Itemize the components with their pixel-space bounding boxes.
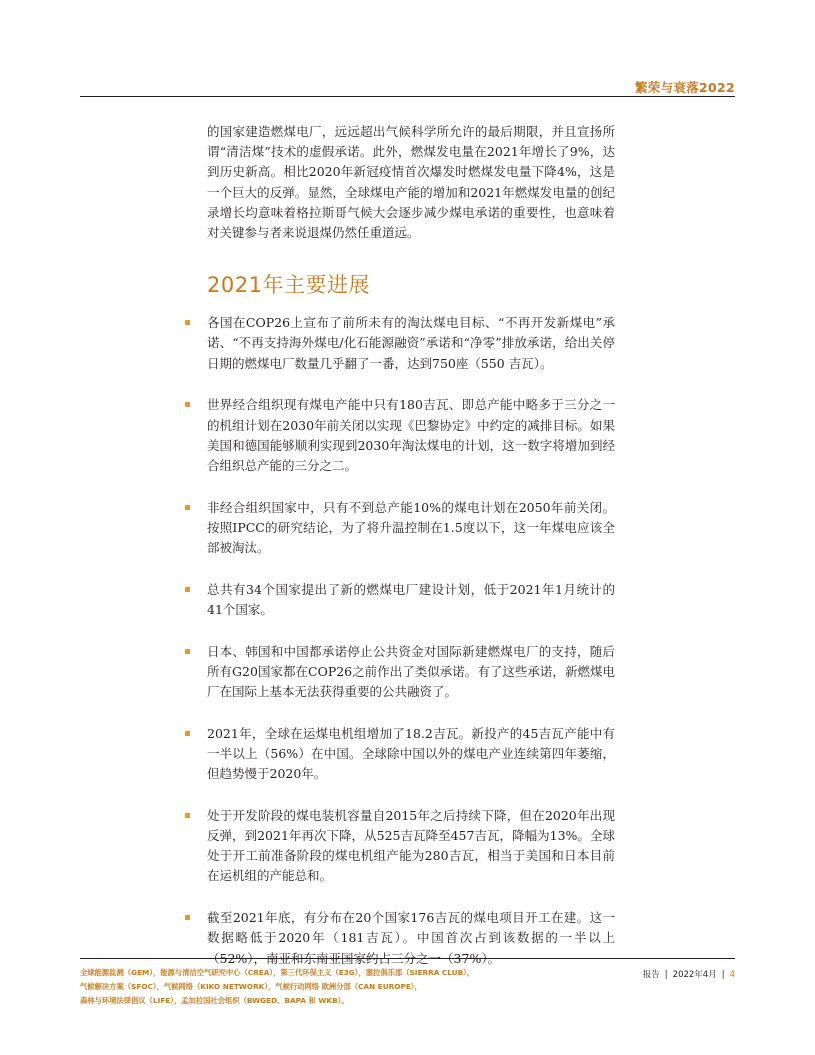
bullet-square-icon xyxy=(185,915,190,920)
list-item xyxy=(207,498,615,559)
list-item-text: 截至2021年底，有分布在20个国家176吉瓦的煤电项目开工在建。这一数据略低于2020年（181吉瓦）。中国首次占到该数据的一半以上（52%），南亚和东南亚国家约占三分之一（37%）。 xyxy=(207,910,615,966)
running-header-title: 繁荣与衰落2022 xyxy=(635,80,735,95)
report-date: 2022年4月 xyxy=(672,970,717,980)
footer-org-line: 森林与环境法律倡议（LIFE），孟加拉国社会组织（BWGED、BAPA 和 WKB）。 xyxy=(80,996,349,1006)
list-item-text: 日本、韩国和中国都承诺停止公共资金对国际新建燃煤电厂的支持，随后所有G20国家都在COP26之前作出了类似承诺。有了这些承诺，新燃煤电厂在国际上基本无法获得重要的公共融资了。 xyxy=(207,643,615,700)
list-item-text: 2021年，全球在运煤电机组增加了18.2吉瓦。新投产的45吉瓦产能中有一半以上（56%）在中国。全球除中国以外的煤电产业连续第四年萎缩，但趋势慢于2020年。 xyxy=(207,725,615,782)
report-label: 报告 xyxy=(642,970,660,980)
list-item xyxy=(207,580,615,620)
bullet-square-icon xyxy=(185,731,190,736)
section-heading: 2021年主要进展 xyxy=(207,273,370,298)
list-item xyxy=(207,806,615,887)
list-item-text: 处于开发阶段的煤电装机容量自2015年之后持续下降，但在2020年出现反弹，到2021年再次下降，从525吉瓦降至457吉瓦，降幅为13%。全球处于开工前准备阶段的煤电机组产能为280吉瓦，相当于美国和日本目前在运机组的产能总和。 xyxy=(207,807,615,884)
intro-paragraph: 的国家建造燃煤电厂，远远超出气候科学所允许的最后期限，并且宣扬所谓“清洁煤”技术的虚假承诺。此外，燃煤发电量在2021年增长了9%，达到历史新高。相比2020年新冠疫情首次爆发时燃煤发电量下降4%，这是一个巨大的反弹。显然，全球煤电产能的增加和2021年燃煤发电量的创纪录增长均意味着格拉斯哥气候大会逐步减少煤电承诺的重要性，也意味着对关键参与者来说退煤仍然任重道远。 xyxy=(207,124,615,241)
main-content xyxy=(207,122,615,990)
list-item-text: 世界经合组织现有煤电产能中只有180吉瓦、即总产能中略多于三分之一的机组计划在2030年前关闭以实现《巴黎协定》中约定的减排目标。如果美国和德国能够顺利实现到2030年淘汰煤电的计划，这一数字将增加到经合组织总产能的三分之二。 xyxy=(207,397,615,473)
list-item xyxy=(207,642,615,703)
header-divider xyxy=(80,96,735,97)
footer-report-info xyxy=(643,968,735,980)
separator: | xyxy=(721,970,725,980)
bullet-square-icon xyxy=(185,649,190,654)
footer-org-line: 气候解决方案（SFOC），气候网络（KIKO NETWORK），气候行动网络 欧洲分部（CAN EUROPE）， xyxy=(80,982,422,992)
footer-organizations xyxy=(80,966,600,1009)
list-item xyxy=(207,313,615,374)
list-item xyxy=(207,724,615,785)
key-developments-list xyxy=(207,313,615,969)
bullet-square-icon xyxy=(185,587,190,592)
list-item xyxy=(207,395,615,476)
bullet-square-icon xyxy=(185,813,190,818)
list-item xyxy=(207,908,615,969)
bullet-square-icon xyxy=(185,402,190,407)
list-item-text: 非经合组织国家中，只有不到总产能10%的煤电计划在2050年前关闭。按照IPCC的研究结论，为了将升温控制在1.5度以下，这一年煤电应该全部被淘汰。 xyxy=(207,499,615,556)
footer-divider xyxy=(80,958,735,959)
list-item-text: 各国在COP26上宣布了前所未有的淘汰煤电目标、“不再开发新煤电”承诺、“不再支持海外煤电/化石能源融资”承诺和“净零”排放承诺，给出关停日期的燃煤电厂数量几乎翻了一番，达到750座（550 吉瓦）。 xyxy=(207,315,615,371)
separator: | xyxy=(664,970,668,980)
bullet-square-icon xyxy=(185,505,190,510)
footer-org-line: 全球能源监测（GEM），能源与清洁空气研究中心（CREA），第三代环保主义（E3G），塞拉俱乐部（SIERRA CLUB）， xyxy=(80,968,475,977)
page-number: 4 xyxy=(729,970,735,980)
bullet-square-icon xyxy=(185,320,190,325)
list-item-text: 总共有34个国家提出了新的燃煤电厂建设计划，低于2021年1月统计的41个国家。 xyxy=(207,581,615,617)
